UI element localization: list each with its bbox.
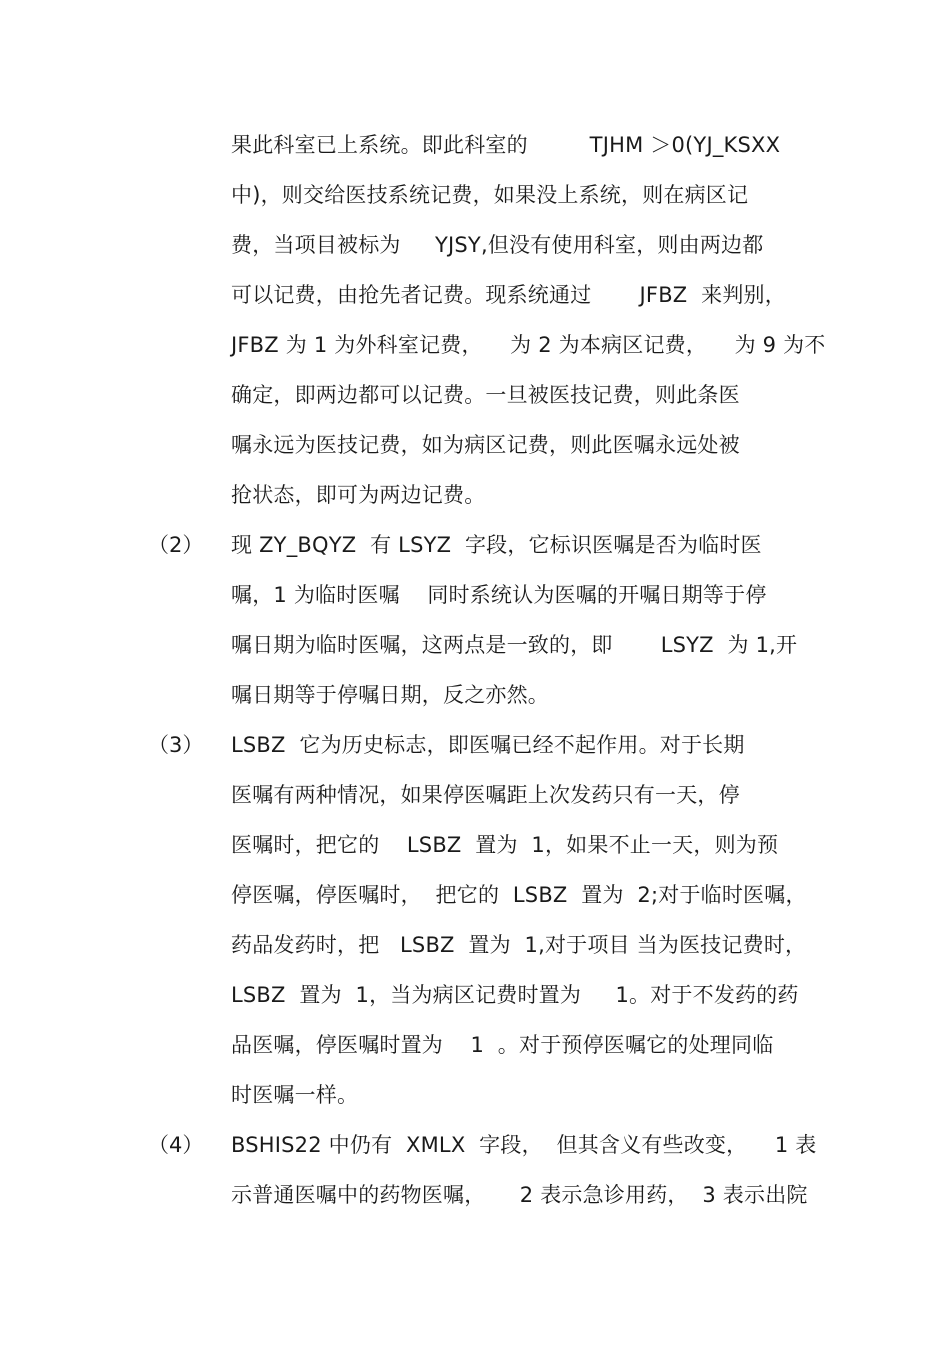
item-marker-3: （3） [148,733,204,757]
item-marker-4: （4） [148,1133,204,1157]
text-line: 抢状态，即可为两边记费。 [231,483,486,507]
text-line: 现 ZY_BQYZ 有 LSYZ 字段，它标识医嘱是否为临时医 [231,533,762,557]
text-line: 中)，则交给医技系统记费，如果没上系统，则在病区记 [231,183,749,207]
text-line: 停医嘱，停医嘱时， 把它的 LSBZ 置为 2;对于临时医嘱， [231,883,807,907]
text-line: 果此科室已上系统。即此科室的 TJHM ＞0(YJ_KSXX [231,133,781,157]
text-line: 可以记费，由抢先者记费。现系统通过 JFBZ 来判别， [231,283,786,307]
text-line: 示普通医嘱中的药物医嘱， 2 表示急诊用药， 3 表示出院 [231,1183,808,1207]
text-line: BSHIS22 中仍有 XMLX 字段， 但其含义有些改变， 1 表 [231,1133,817,1157]
text-line: 品医嘱，停医嘱时置为 1 。对于预停医嘱它的处理同临 [231,1033,774,1057]
text-line: 药品发药时，把 LSBZ 置为 1,对于项目 当为医技记费时， [231,933,807,957]
text-line: 嘱永远为医技记费，如为病区记费，则此医嘱永远处被 [231,433,740,457]
text-line: 确定，即两边都可以记费。一旦被医技记费，则此条医 [231,383,740,407]
text-line: 医嘱有两种情况，如果停医嘱距上次发药只有一天，停 [231,783,740,807]
text-line: JFBZ 为 1 为外科室记费， 为 2 为本病区记费， 为 9 为不 [231,333,826,357]
item-marker-2: （2） [148,533,204,557]
text-line: LSBZ 置为 1，当为病区记费时置为 1。对于不发药的药 [231,983,799,1007]
text-line: 费，当项目被标为 YJSY,但没有使用科室，则由两边都 [231,233,764,257]
text-line: 嘱日期等于停嘱日期，反之亦然。 [231,683,549,707]
text-line: 嘱日期为临时医嘱，这两点是一致的，即 LSYZ 为 1,开 [231,633,798,657]
text-line: 嘱，1 为临时医嘱 同时系统认为医嘱的开嘱日期等于停 [231,583,767,607]
text-line: LSBZ 它为历史标志，即医嘱已经不起作用。对于长期 [231,733,745,757]
text-line: 时医嘱一样。 [231,1083,359,1107]
text-line: 医嘱时，把它的 LSBZ 置为 1，如果不止一天，则为预 [231,833,779,857]
